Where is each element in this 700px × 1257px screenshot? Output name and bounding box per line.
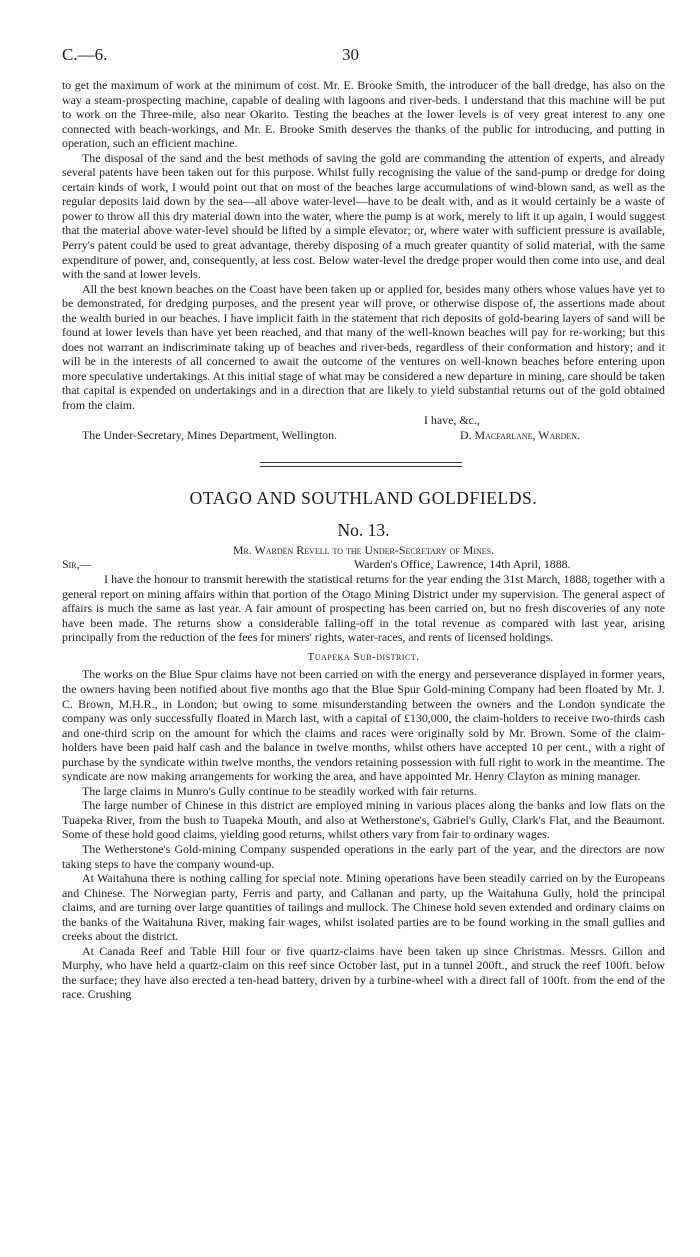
divider-rule — [260, 466, 462, 467]
paragraph: The Wetherstone's Gold-mining Company suspended operations in the early part of the year, and the directors are now taking steps to have the company wound-up. — [62, 841, 665, 871]
page-number: 30 — [342, 45, 359, 64]
paragraph: The large number of Chinese in this district are employed mining in various places along the banks and low flats on the Tuapeka River, from the bush to Tuapeka Mouth, and also at Wetherstone's, Gabriel's Gully, Clark's Flat, and the Beaumont. Some of these hold good claims, yielding good returns, whilst others vary from fair to ordinary wages. — [62, 798, 665, 842]
paragraph: The large claims in Munro's Gully continue to be steadily worked with fair returns. — [82, 783, 477, 798]
paragraph: I have the honour to transmit herewith the statistical returns for the year ending the 31st March, 1888, together with a general report on mining affairs within that portion of the Otago Mining District under my supervision. The general aspect of affairs is much the same as last year. A fair amount of prospecting has been carried on, but no fresh discoveries of any note have been made. The returns show a considerable falling-off in the total revenue as compared with last year, arising principally from the reduction of the fees for miners' rights, water-races, and rents of licensed holdings. — [62, 572, 665, 645]
salutation-line — [62, 557, 665, 572]
paragraph: All the best known beaches on the Coast have been taken up or applied for, besides many others whose values have yet to be demonstrated, for dredging purposes, and the present year will prove, or otherwise dispose of, the assertions made about the wealth buried in our beaches. I have implicit faith in the statement that rich deposits of gold-bearing layers of sand will be found at lower levels than have yet been reached, and that many of the well-known beaches will pay for re-working; but this does not warrant an indiscriminate taking up of beaches and river-beds, regardless of their conformation and history; and it will be in the interests of all concerned to await the outcome of the ventures on well-known beaches before entering upon more speculative undertakings. At this initial stage of what may be considered a new departure in mining, care should be taken that capital is expended on undertakings and in a direction that are likely to yield substantial returns out of the gold obtained from the claim. — [62, 281, 665, 413]
subsection-heading: Tuapeka Sub-district. — [307, 650, 420, 663]
addressee: The Under-Secretary, Mines Department, Wellington. — [82, 427, 338, 442]
office-date: Warden's Office, Lawrence, 14th April, 1888. — [354, 557, 571, 572]
page-header — [62, 45, 662, 70]
signature: D. Macfarlane, Warden. — [460, 427, 580, 442]
document-reference: C.—6. — [62, 45, 108, 64]
paragraph: At Canada Reef and Table Hill four or five quartz-claims have been taken up since Christmas. Messrs. Gillon and Murphy, who have held a quartz-claim on this reef since October last, put in a tunnel 200ft., and struck the reef 100ft. below the surface; they have also erected a ten-head battery, driven by a turbine-wheel with a direct fall of 100ft. from the end of the race. Crushing — [62, 943, 665, 1002]
paragraph: The disposal of the sand and the best methods of saving the gold are commanding the attention of experts, and already several patents have been taken out for this purpose. Whilst fully recognising the value of the sand-pump or dredge for doing certain kinds of work, I would point out that on most of the beaches large accumulations of wind-blown sand, as well as the regular deposits laid down by the sea—all above water-level—have to be dealt with, and as it would certainly be a waste of power to throw all this dry material down into the water, where the pump is at work, merely to lift it up again, I would suggest that the material above water-level should be lifted by a simple elevator; or, where water with sufficient pressure is available, Perry's patent could be used to great advantage, thereby disposing of a much greater quantity of solid material, with the same expenditure of power, and, consequently, at less cost. Below water-level the dredge proper would then come into use, and deal with the sand at lower levels. — [62, 150, 665, 282]
section-title: OTAGO AND SOUTHLAND GOLDFIELDS. — [189, 487, 538, 508]
section-divider — [62, 443, 665, 483]
addressee-line — [62, 428, 665, 443]
closing-phrase: I have, &c., — [424, 412, 480, 427]
salutation: Sir,— — [62, 557, 92, 572]
paragraph: The works on the Blue Spur claims have not been carried on with the energy and perseverance displayed in former years, the owners having been notified about five months ago that the Blue Spur Gold-mining Company had been floated by Mr. J. C. Brown, M.H.R., in London; but owing to some misunderstanding between the owners and the London syndicate the company was only successfully floated in March last, with a capital of £130,000, the claim-holders to receive two-thirds cash and one-third scrip on the amount for which the claims and races were originally sold by Mr. Brown. Some of the claim-holders have been paid half cash and the balance in twelve months, whilst others have accepted 10 per cent., with a right of purchase by the syndicate within twelve months, the vendors retaining possession with full right to work in the meantime. The syndicate are now making arrangements for working the area, and have appointed Mr. Henry Clayton as mining manager. — [62, 667, 665, 784]
divider-rule — [260, 462, 462, 463]
letter-heading: Mr. Warden Revell to the Under-Secretary of Mines. — [232, 542, 495, 557]
closing-line — [62, 413, 665, 428]
page-body — [62, 78, 665, 1002]
section-number: No. 13. — [337, 519, 390, 540]
paragraph: At Waitahuna there is nothing calling for special note. Mining operations have been steadily carried on by the Europeans and Chinese. The Norwegian party, Ferris and party, and Callanan and party, up the Waitahuna Gully, hold the principal claims, and are turning over large quantities of tailings and mullock. The Chinese hold seven extended and ordinary claims on the banks of the Waitahuna River, making fair wages, whilst isolated parties are to be found working in the small gullies and creeks about the district. — [62, 871, 665, 944]
paragraph: to get the maximum of work at the minimum of cost. Mr. E. Brooke Smith, the introducer of the ball dredge, has also on the way a steam-prospecting machine, capable of dealing with lagoons and river-beds. I understand that this machine will be put to work on the Three-mile, also near Okarito. Testing the beaches at the lower levels is of very great interest to any one connected with beach-workings, and Mr. E. Brooke Smith deserves the thanks of the public for introducing, and putting in operation, such an efficient machine. — [62, 78, 665, 151]
